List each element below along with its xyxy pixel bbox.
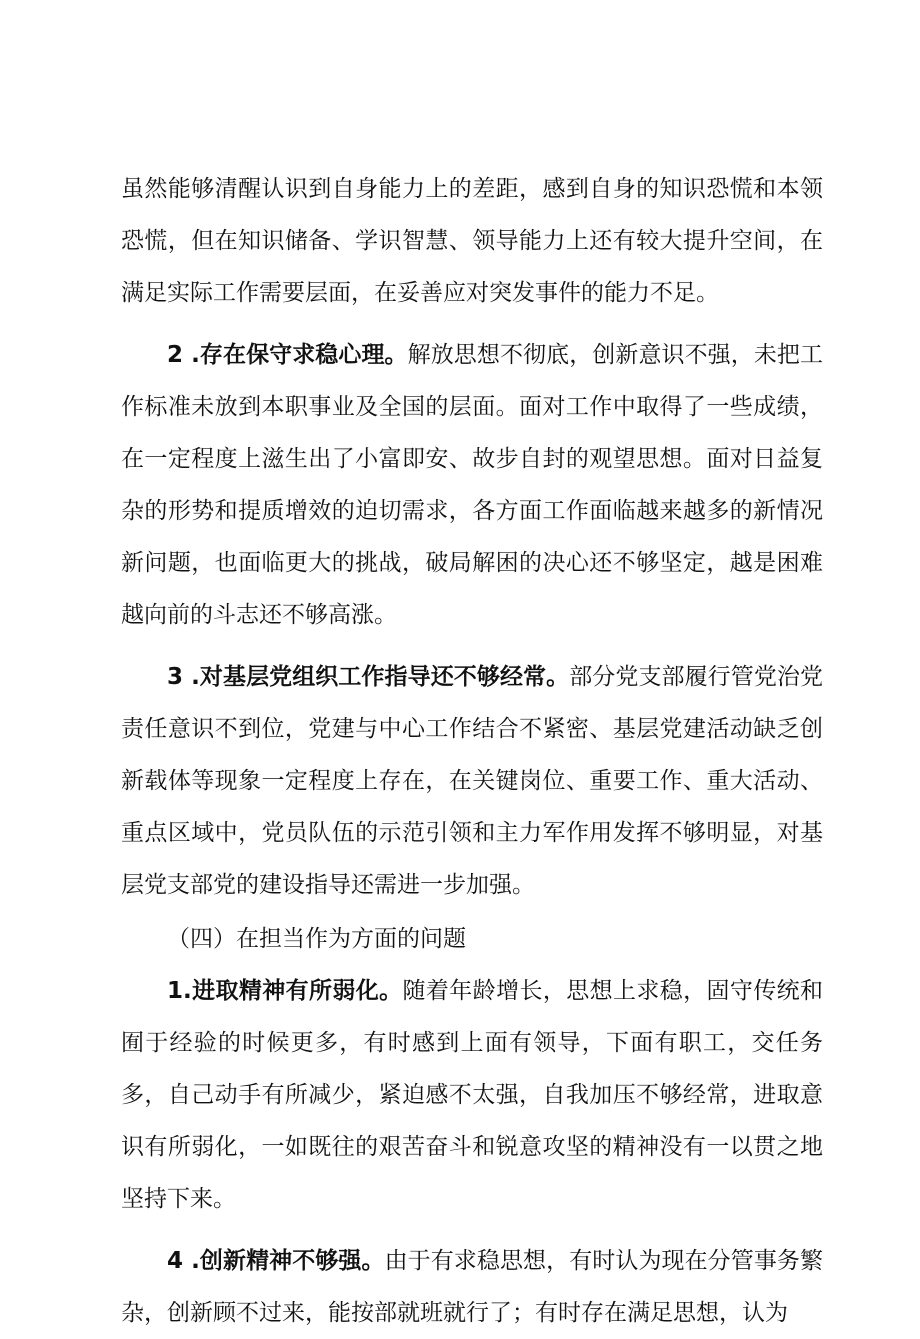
paragraph-text: 解放思想不彻底，创新意识不强，未把工作标准未放到本职事业及全国的层面。面对工作中取得了一些成绩，在一定程度上滋生出了小富即安、故步自封的观望思想。面对日益复杂的形势和提质增效的迫切需求，各方面工作面临越来越多的新情况新问题，也面临更大的挑战，破局解困的决心还不够坚定，越是困难越向前的斗志还不够高涨。: [121, 342, 824, 628]
paragraph-item-2: [121, 329, 823, 641]
paragraph-continued: [121, 163, 823, 319]
paragraph-text: 部分党支部履行管党治党责任意识不到位，党建与中心工作结合不紧密、基层党建活动缺乏创新载体等现象一定程度上存在，在关键岗位、重要工作、重大活动、重点区域中，党员队伍的示范引领和主力军作用发挥不够明显，对基层党支部党的建设指导还需进一步加强。: [121, 664, 824, 898]
paragraph-text: 由于有求稳思想，有时认为现在分管事务繁杂，创新顾不过来，能按部就班就行了；有时存在满足思想，认为: [121, 1248, 824, 1326]
paragraph-lead-heading: 2 .存在保守求稳心理。: [167, 342, 408, 368]
section-heading: （四）在担当作为方面的问题: [167, 926, 466, 952]
paragraph-lead-heading: 1.进取精神有所弱化。: [167, 978, 403, 1004]
paragraph-lead-heading: 3 .对基层党组织工作指导还不够经常。: [167, 664, 570, 690]
paragraph-text: 随着年龄增长，思想上求稳，固守传统和囿于经验的时候更多，有时感到上面有领导，下面有职工，交任务多，自己动手有所减少，紧迫感不太强，自我加压不够经常，进取意识有所弱化，一如既往的艰苦奋斗和锐意攻坚的精神没有一以贯之地坚持下来。: [121, 978, 824, 1212]
paragraph-text: 虽然能够清醒认识到自身能力上的差距，感到自身的知识恐慌和本领恐慌，但在知识储备、学识智慧、领导能力上还有较大提升空间，在满足实际工作需要层面，在妥善应对突发事件的能力不足。: [121, 176, 823, 306]
paragraph-item-4: [121, 1235, 823, 1339]
document-body: [121, 163, 823, 1339]
paragraph-item-1: [121, 965, 823, 1225]
paragraph-lead-heading: 4 .创新精神不够强。: [167, 1248, 385, 1274]
paragraph-item-3: [121, 651, 823, 911]
